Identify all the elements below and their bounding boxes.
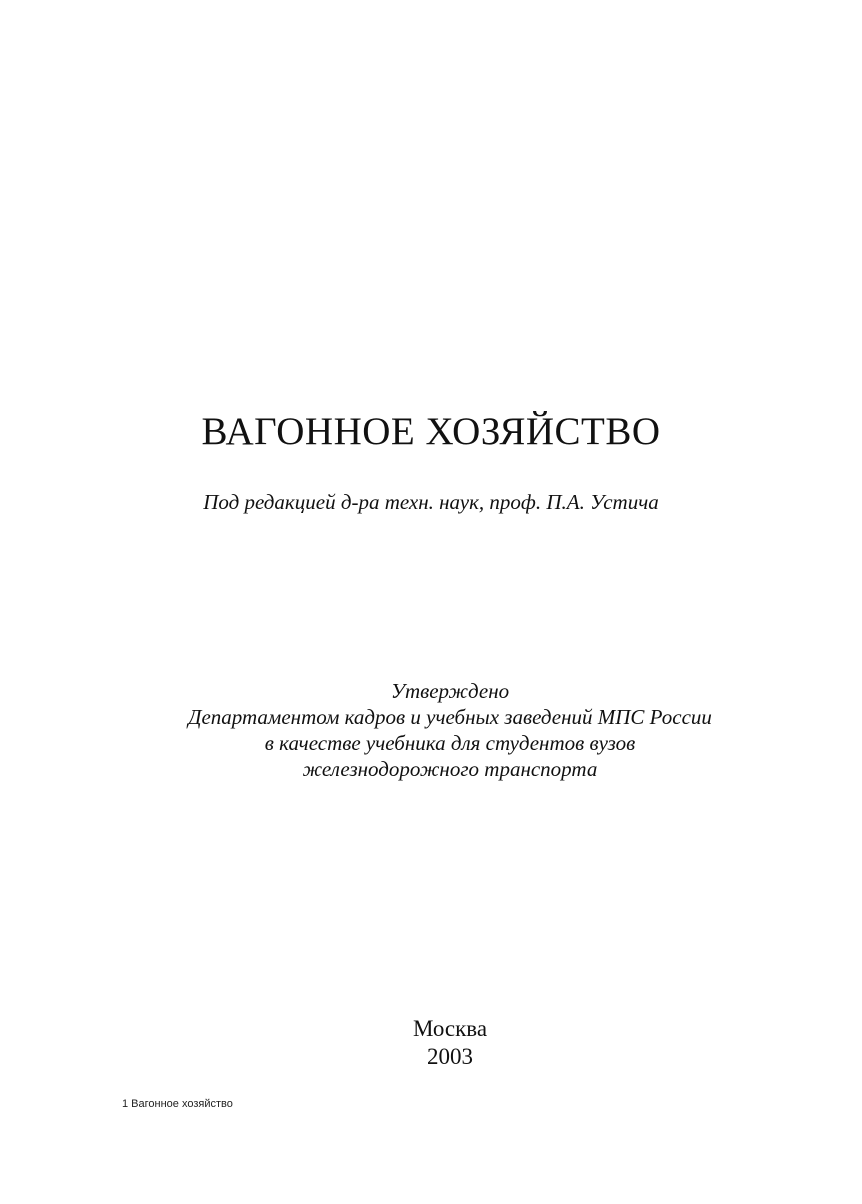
approval-line: Департаментом кадров и учебных заведений МПС России <box>188 705 712 729</box>
approval-line: Утверждено <box>390 679 510 703</box>
footer-label: 1 Вагонное хозяйство <box>122 1098 233 1110</box>
book-title: ВАГОННОЕ ХОЗЯЙСТВО <box>201 410 661 453</box>
approval-line: железнодорожного транспорта <box>302 757 598 781</box>
approval-block <box>0 678 862 782</box>
imprint-year: 2003 <box>427 1044 473 1069</box>
imprint-block <box>0 1015 862 1071</box>
editor-line: Под редакцией д-ра техн. наук, проф. П.А. Устича <box>203 490 659 514</box>
imprint-city: Москва <box>412 1016 488 1041</box>
approval-line: в качестве учебника для студентов вузов <box>264 731 636 755</box>
